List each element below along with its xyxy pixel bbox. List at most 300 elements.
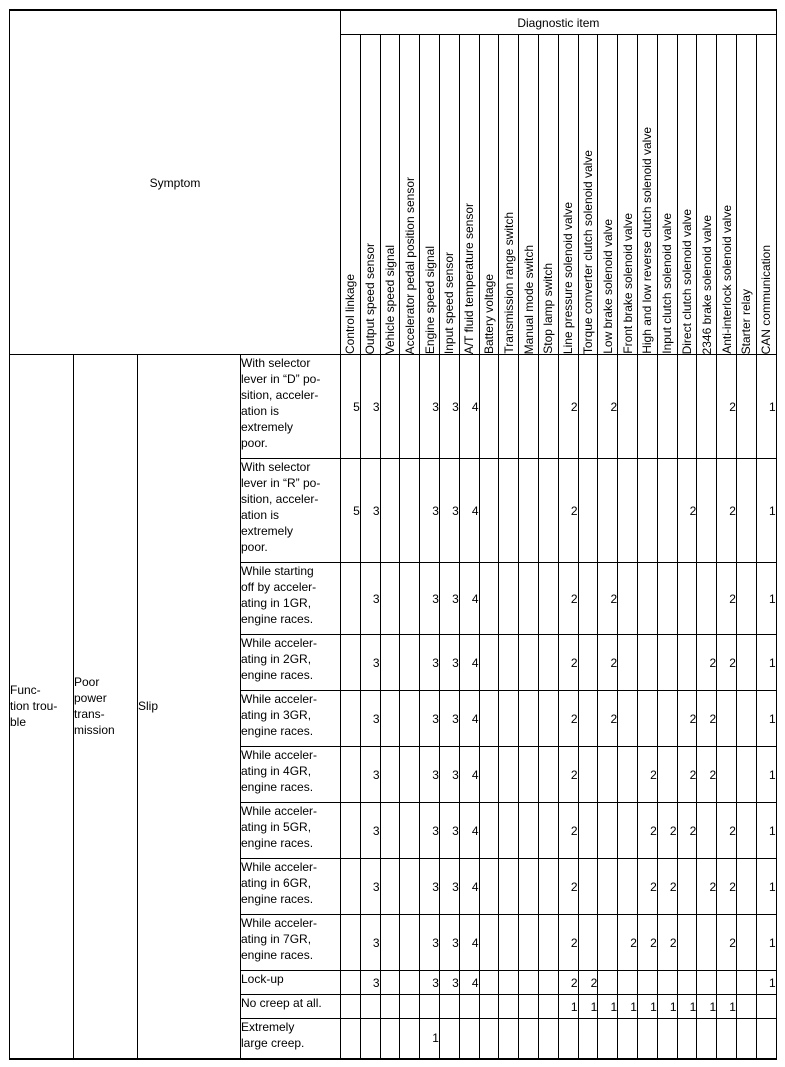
diagnostic-value-cell: 1 <box>756 971 776 995</box>
diagnostic-value-cell: 2 <box>697 747 717 803</box>
diagnostic-value-cell <box>618 859 638 915</box>
diagnostic-value-cell <box>459 995 479 1019</box>
diagnostic-value-cell: 2 <box>598 691 618 747</box>
diagnostic-value-cell: 3 <box>360 971 380 995</box>
diagnostic-value-cell <box>499 971 519 995</box>
diagnostic-value-cell: 2 <box>717 355 737 459</box>
diagnostic-value-cell <box>538 563 558 635</box>
diagnostic-value-cell <box>677 971 697 995</box>
diagnostic-value-cell <box>578 459 598 563</box>
diagnostic-value-cell <box>519 563 539 635</box>
diagnostic-value-cell <box>380 355 400 459</box>
column-header-label: Manual mode switch <box>521 244 536 354</box>
column-header <box>400 35 420 355</box>
diagnostic-table <box>9 9 777 1060</box>
symptom-condition: While starting off by acceler- ating in 1GR, engine races. <box>241 563 341 635</box>
diagnostic-value-cell <box>578 355 598 459</box>
diagnostic-value-cell <box>578 563 598 635</box>
column-header <box>637 35 657 355</box>
diagnostic-value-cell <box>380 747 400 803</box>
diagnostic-value-cell: 3 <box>420 747 440 803</box>
diagnostic-value-cell <box>736 803 756 859</box>
diagnostic-value-cell <box>736 563 756 635</box>
diagnostic-value-cell <box>400 691 420 747</box>
diagnostic-value-cell: 3 <box>420 915 440 971</box>
column-header <box>380 35 400 355</box>
diagnostic-value-cell <box>479 635 499 691</box>
diagnostic-value-cell <box>538 1019 558 1059</box>
diagnostic-value-cell <box>736 1019 756 1059</box>
diagnostic-value-cell <box>756 995 776 1019</box>
diagnostic-value-cell <box>400 915 420 971</box>
diagnostic-value-cell <box>519 747 539 803</box>
diagnostic-value-cell <box>360 995 380 1019</box>
symptom-condition: While acceler- ating in 7GR, engine races. <box>241 915 341 971</box>
diagnostic-value-cell <box>538 803 558 859</box>
diagnostic-value-cell: 2 <box>717 803 737 859</box>
diagnostic-value-cell: 3 <box>439 747 459 803</box>
diagnostic-value-cell <box>341 691 361 747</box>
table-row <box>10 355 777 459</box>
diagnostic-value-cell: 1 <box>618 995 638 1019</box>
diagnostic-value-cell <box>400 355 420 459</box>
column-header-label: High and low reverse clutch solenoid valve <box>640 127 655 354</box>
diagnostic-value-cell <box>400 1019 420 1059</box>
diagnostic-value-cell <box>479 459 499 563</box>
column-header <box>360 35 380 355</box>
diagnostic-value-cell: 1 <box>756 691 776 747</box>
diagnostic-value-cell: 3 <box>439 459 459 563</box>
diagnostic-value-cell: 3 <box>439 635 459 691</box>
diagnostic-value-cell <box>380 635 400 691</box>
column-header <box>697 35 717 355</box>
diagnostic-value-cell <box>380 459 400 563</box>
diagnostic-value-cell: 3 <box>360 355 380 459</box>
diagnostic-value-cell: 4 <box>459 635 479 691</box>
diagnostic-value-cell: 2 <box>558 563 578 635</box>
diagnostic-value-cell <box>341 803 361 859</box>
diagnostic-value-cell: 2 <box>677 803 697 859</box>
diagnostic-value-cell <box>697 971 717 995</box>
diagnostic-value-cell: 2 <box>558 971 578 995</box>
diagnostic-value-cell <box>756 1019 776 1059</box>
column-header-label: Input speed sensor <box>442 251 457 354</box>
column-header-label: CAN communication <box>759 244 774 354</box>
column-header-label: Engine speed signal <box>422 245 437 354</box>
diagnostic-value-cell <box>578 747 598 803</box>
diagnostic-value-cell: 2 <box>637 915 657 971</box>
diagnostic-value-cell <box>736 355 756 459</box>
diagnostic-value-cell <box>400 635 420 691</box>
diagnostic-value-cell: 1 <box>756 859 776 915</box>
column-header <box>657 35 677 355</box>
diagnostic-value-cell: 1 <box>558 995 578 1019</box>
symptom-condition: Lock-up <box>241 971 341 995</box>
diagnostic-value-cell <box>637 1019 657 1059</box>
diagnostic-value-cell: 4 <box>459 563 479 635</box>
diagnostic-value-cell: 2 <box>598 355 618 459</box>
diagnostic-value-cell <box>677 355 697 459</box>
column-header <box>558 35 578 355</box>
column-header-label: Front brake solenoid valve <box>620 213 635 354</box>
diagnostic-value-cell: 2 <box>558 915 578 971</box>
diagnostic-value-cell: 4 <box>459 915 479 971</box>
diagnostic-value-cell: 2 <box>697 859 717 915</box>
diagnostic-value-cell <box>519 1019 539 1059</box>
diagnostic-value-cell <box>598 915 618 971</box>
diagnostic-value-cell: 3 <box>420 355 440 459</box>
diagnostic-value-cell <box>618 355 638 459</box>
diagnostic-value-cell <box>479 691 499 747</box>
diagnostic-value-cell <box>677 915 697 971</box>
column-header-label: Direct clutch solenoid valve <box>679 208 694 354</box>
diagnostic-value-cell <box>380 859 400 915</box>
diagnostic-value-cell <box>677 1019 697 1059</box>
column-header <box>677 35 697 355</box>
diagnostic-value-cell: 1 <box>697 995 717 1019</box>
diagnostic-value-cell <box>479 859 499 915</box>
diagnostic-value-cell <box>657 1019 677 1059</box>
diagnostic-value-cell <box>380 915 400 971</box>
column-header <box>717 35 737 355</box>
diagnostic-value-cell <box>677 563 697 635</box>
diagnostic-value-cell <box>519 971 539 995</box>
diagnostic-value-cell <box>499 691 519 747</box>
diagnostic-value-cell: 3 <box>439 971 459 995</box>
diagnostic-value-cell: 3 <box>439 563 459 635</box>
diagnostic-value-cell: 1 <box>677 995 697 1019</box>
diagnostic-value-cell <box>618 563 638 635</box>
column-header <box>618 35 638 355</box>
column-header-label: Low brake solenoid valve <box>600 219 615 354</box>
diagnostic-value-cell: 2 <box>558 747 578 803</box>
table-header <box>10 10 777 355</box>
diagnostic-value-cell <box>657 747 677 803</box>
diagnostic-value-cell: 4 <box>459 691 479 747</box>
diagnostic-value-cell <box>697 1019 717 1059</box>
diagnostic-value-cell: 1 <box>756 563 776 635</box>
symptom-condition: While acceler- ating in 6GR, engine races. <box>241 859 341 915</box>
diagnostic-value-cell <box>637 691 657 747</box>
diagnostic-value-cell <box>578 691 598 747</box>
diagnostic-value-cell <box>400 747 420 803</box>
diagnostic-value-cell: 3 <box>360 747 380 803</box>
diagnostic-value-cell <box>598 747 618 803</box>
diagnostic-value-cell <box>380 803 400 859</box>
diagnostic-value-cell: 1 <box>756 459 776 563</box>
diagnostic-value-cell: 2 <box>558 459 578 563</box>
diagnostic-value-cell <box>618 635 638 691</box>
diagnostic-value-cell <box>578 859 598 915</box>
diagnostic-value-cell <box>657 691 677 747</box>
symptom-condition: No creep at all. <box>241 995 341 1019</box>
diagnostic-value-cell <box>519 691 539 747</box>
column-header-label: Input clutch solenoid valve <box>660 213 675 354</box>
diagnostic-value-cell <box>380 995 400 1019</box>
diagnostic-value-cell: 2 <box>717 459 737 563</box>
diagnostic-value-cell: 1 <box>756 355 776 459</box>
column-header-label: Transmission range switch <box>501 212 516 354</box>
symptom-condition: While acceler- ating in 2GR, engine races. <box>241 635 341 691</box>
column-header <box>756 35 776 355</box>
diagnostic-value-cell: 2 <box>697 691 717 747</box>
column-header-label: Starter relay <box>739 288 754 354</box>
diagnostic-value-cell <box>400 971 420 995</box>
diagnostic-value-cell: 3 <box>420 971 440 995</box>
diagnostic-value-cell: 3 <box>360 635 380 691</box>
diagnostic-value-cell: 2 <box>637 747 657 803</box>
column-header-label: A/T fluid temperature sensor <box>462 202 477 354</box>
diagnostic-value-cell: 2 <box>637 803 657 859</box>
symptom-condition: While acceler- ating in 3GR, engine races. <box>241 691 341 747</box>
symptom-condition: With selector lever in “R” po- sition, acceler- ation is extremely poor. <box>241 459 341 563</box>
diagnostic-value-cell <box>519 915 539 971</box>
diagnostic-value-cell <box>341 995 361 1019</box>
diagnostic-value-cell <box>341 1019 361 1059</box>
column-header <box>736 35 756 355</box>
diagnostic-value-cell <box>499 563 519 635</box>
diagnostic-value-cell <box>400 803 420 859</box>
diagnostic-value-cell <box>538 995 558 1019</box>
diagnostic-value-cell <box>519 635 539 691</box>
diagnostic-value-cell <box>380 1019 400 1059</box>
column-header-label: Stop lamp switch <box>541 263 556 354</box>
diagnostic-value-cell: 2 <box>717 915 737 971</box>
diagnostic-value-cell <box>400 459 420 563</box>
diagnostic-value-cell: 1 <box>756 915 776 971</box>
diagnostic-value-cell <box>341 971 361 995</box>
diagnostic-value-cell: 1 <box>637 995 657 1019</box>
diagnostic-value-cell: 5 <box>341 459 361 563</box>
diagnostic-value-cell: 2 <box>717 563 737 635</box>
diagnostic-value-cell <box>400 859 420 915</box>
column-header <box>519 35 539 355</box>
diagnostic-value-cell: 3 <box>420 691 440 747</box>
column-header-label: Control linkage <box>343 273 358 354</box>
diagnostic-value-cell <box>499 803 519 859</box>
diagnostic-value-cell: 3 <box>439 859 459 915</box>
diagnostic-value-cell: 5 <box>341 355 361 459</box>
diagnostic-value-cell <box>736 747 756 803</box>
diagnostic-value-cell <box>400 995 420 1019</box>
diagnostic-value-cell <box>479 971 499 995</box>
column-header <box>479 35 499 355</box>
diagnostic-value-cell: 1 <box>756 635 776 691</box>
diagnostic-value-cell <box>479 915 499 971</box>
diagnostic-value-cell: 1 <box>420 1019 440 1059</box>
diagnostic-value-cell: 2 <box>657 859 677 915</box>
diagnostic-value-cell <box>341 747 361 803</box>
diagnostic-value-cell: 1 <box>756 803 776 859</box>
diagnostic-value-cell: 2 <box>578 971 598 995</box>
diagnostic-value-cell: 3 <box>360 915 380 971</box>
diagnostic-value-cell <box>439 995 459 1019</box>
diagnostic-value-cell: 2 <box>717 635 737 691</box>
diagnostic-value-cell <box>618 691 638 747</box>
diagnostic-value-cell: 1 <box>598 995 618 1019</box>
diagnostic-value-cell <box>717 691 737 747</box>
diagnostic-table-wrapper <box>9 9 777 1060</box>
diagnostic-value-cell <box>499 915 519 971</box>
diagnostic-value-cell <box>499 459 519 563</box>
diagnostic-value-cell <box>420 995 440 1019</box>
diagnostic-value-cell <box>618 971 638 995</box>
diagnostic-value-cell <box>657 635 677 691</box>
diagnostic-value-cell <box>360 1019 380 1059</box>
diagnostic-value-cell: 3 <box>360 859 380 915</box>
diagnostic-value-cell: 3 <box>420 859 440 915</box>
column-header <box>598 35 618 355</box>
diagnostic-value-cell <box>499 355 519 459</box>
diagnostic-value-cell <box>637 971 657 995</box>
column-header-label: Output speed sensor <box>363 242 378 354</box>
diagnostic-value-cell: 3 <box>420 563 440 635</box>
diagnostic-value-cell <box>479 995 499 1019</box>
column-header <box>420 35 440 355</box>
diagnostic-value-cell <box>341 563 361 635</box>
diagnostic-value-cell <box>538 915 558 971</box>
diagnostic-value-cell <box>499 747 519 803</box>
diagnostic-value-cell <box>341 859 361 915</box>
diagnostic-value-cell <box>519 355 539 459</box>
diagnostic-value-cell <box>519 459 539 563</box>
diagnostic-value-cell: 4 <box>459 859 479 915</box>
diagnostic-value-cell <box>380 563 400 635</box>
diagnostic-value-cell <box>736 859 756 915</box>
diagnostic-value-cell <box>578 1019 598 1059</box>
diagnostic-value-cell <box>736 915 756 971</box>
diagnostic-value-cell: 3 <box>439 915 459 971</box>
diagnostic-value-cell <box>697 563 717 635</box>
diagnostic-value-cell <box>380 971 400 995</box>
diagnostic-value-cell <box>538 747 558 803</box>
diagnostic-value-cell: 4 <box>459 747 479 803</box>
diagnostic-value-cell: 4 <box>459 355 479 459</box>
diagnostic-value-cell: 3 <box>420 803 440 859</box>
column-header <box>538 35 558 355</box>
diagnostic-value-cell: 2 <box>677 691 697 747</box>
diagnostic-value-cell <box>341 915 361 971</box>
diagnostic-value-cell <box>479 563 499 635</box>
diagnostic-value-cell <box>598 1019 618 1059</box>
diagnostic-value-cell <box>637 635 657 691</box>
diagnostic-value-cell <box>598 459 618 563</box>
diagnostic-value-cell <box>380 691 400 747</box>
diagnostic-value-cell <box>439 1019 459 1059</box>
diagnostic-value-cell: 3 <box>439 691 459 747</box>
diagnostic-value-cell <box>637 355 657 459</box>
column-header-label: Battery voltage <box>481 273 496 354</box>
diagnostic-item-header: Diagnostic item <box>341 10 777 35</box>
diagnostic-value-cell <box>519 995 539 1019</box>
diagnostic-value-cell <box>499 1019 519 1059</box>
diagnostic-value-cell <box>479 747 499 803</box>
symptom-condition: With selector lever in “D” po- sition, acceler- ation is extremely poor. <box>241 355 341 459</box>
diagnostic-value-cell: 1 <box>657 995 677 1019</box>
symptom-condition: Extremely large creep. <box>241 1019 341 1059</box>
diagnostic-value-cell: 2 <box>697 635 717 691</box>
diagnostic-value-cell <box>479 355 499 459</box>
diagnostic-value-cell: 2 <box>657 803 677 859</box>
diagnostic-value-cell <box>538 859 558 915</box>
diagnostic-value-cell: 1 <box>717 995 737 1019</box>
column-header <box>439 35 459 355</box>
diagnostic-value-cell <box>697 915 717 971</box>
diagnostic-value-cell <box>519 859 539 915</box>
diagnostic-value-cell: 2 <box>598 635 618 691</box>
diagnostic-value-cell <box>598 971 618 995</box>
diagnostic-value-cell: 2 <box>677 747 697 803</box>
column-header-label: Vehicle speed signal <box>382 244 397 354</box>
diagnostic-value-cell <box>519 803 539 859</box>
diagnostic-value-cell <box>697 459 717 563</box>
diagnostic-value-cell: 2 <box>637 859 657 915</box>
diagnostic-value-cell <box>618 1019 638 1059</box>
diagnostic-value-cell: 3 <box>439 803 459 859</box>
diagnostic-value-cell <box>538 459 558 563</box>
diagnostic-value-cell <box>538 355 558 459</box>
column-header-label: Line pressure solenoid valve <box>561 201 576 354</box>
column-header-label: Anti-interlock solenoid valve <box>719 205 734 354</box>
diagnostic-value-cell <box>578 803 598 859</box>
diagnostic-value-cell <box>736 971 756 995</box>
diagnostic-value-cell <box>459 1019 479 1059</box>
diagnostic-value-cell <box>499 859 519 915</box>
diagnostic-value-cell <box>657 355 677 459</box>
diagnostic-value-cell: 4 <box>459 971 479 995</box>
diagnostic-value-cell <box>717 971 737 995</box>
diagnostic-value-cell <box>341 635 361 691</box>
symptom-condition: While acceler- ating in 4GR, engine races. <box>241 747 341 803</box>
column-header-label: Torque converter clutch solenoid valve <box>580 149 595 354</box>
diagnostic-value-cell <box>618 803 638 859</box>
diagnostic-value-cell: 2 <box>558 691 578 747</box>
column-header <box>341 35 361 355</box>
diagnostic-value-cell <box>479 803 499 859</box>
diagnostic-value-cell: 3 <box>360 803 380 859</box>
diagnostic-value-cell: 3 <box>420 635 440 691</box>
diagnostic-value-cell: 2 <box>558 803 578 859</box>
diagnostic-value-cell: 2 <box>558 635 578 691</box>
symptom-condition: While acceler- ating in 5GR, engine races. <box>241 803 341 859</box>
diagnostic-value-cell <box>736 995 756 1019</box>
diagnostic-value-cell: 3 <box>420 459 440 563</box>
column-header <box>499 35 519 355</box>
diagnostic-value-cell <box>598 859 618 915</box>
diagnostic-value-cell <box>736 691 756 747</box>
diagnostic-value-cell: 2 <box>717 859 737 915</box>
diagnostic-value-cell <box>736 635 756 691</box>
diagnostic-value-cell <box>736 459 756 563</box>
diagnostic-value-cell <box>499 635 519 691</box>
symptom-category: Func- tion trou- ble <box>10 355 74 1059</box>
diagnostic-value-cell <box>717 747 737 803</box>
diagnostic-value-cell: 4 <box>459 803 479 859</box>
diagnostic-value-cell <box>717 1019 737 1059</box>
column-header-label: 2346 brake solenoid valve <box>699 214 714 354</box>
diagnostic-value-cell <box>578 635 598 691</box>
diagnostic-value-cell <box>637 563 657 635</box>
diagnostic-value-cell <box>657 971 677 995</box>
diagnostic-value-cell: 2 <box>657 915 677 971</box>
diagnostic-value-cell: 4 <box>459 459 479 563</box>
table-body <box>10 355 777 1059</box>
diagnostic-value-cell <box>598 803 618 859</box>
diagnostic-value-cell: 2 <box>618 915 638 971</box>
diagnostic-value-cell <box>578 915 598 971</box>
diagnostic-value-cell <box>657 459 677 563</box>
diagnostic-value-cell: 3 <box>439 355 459 459</box>
